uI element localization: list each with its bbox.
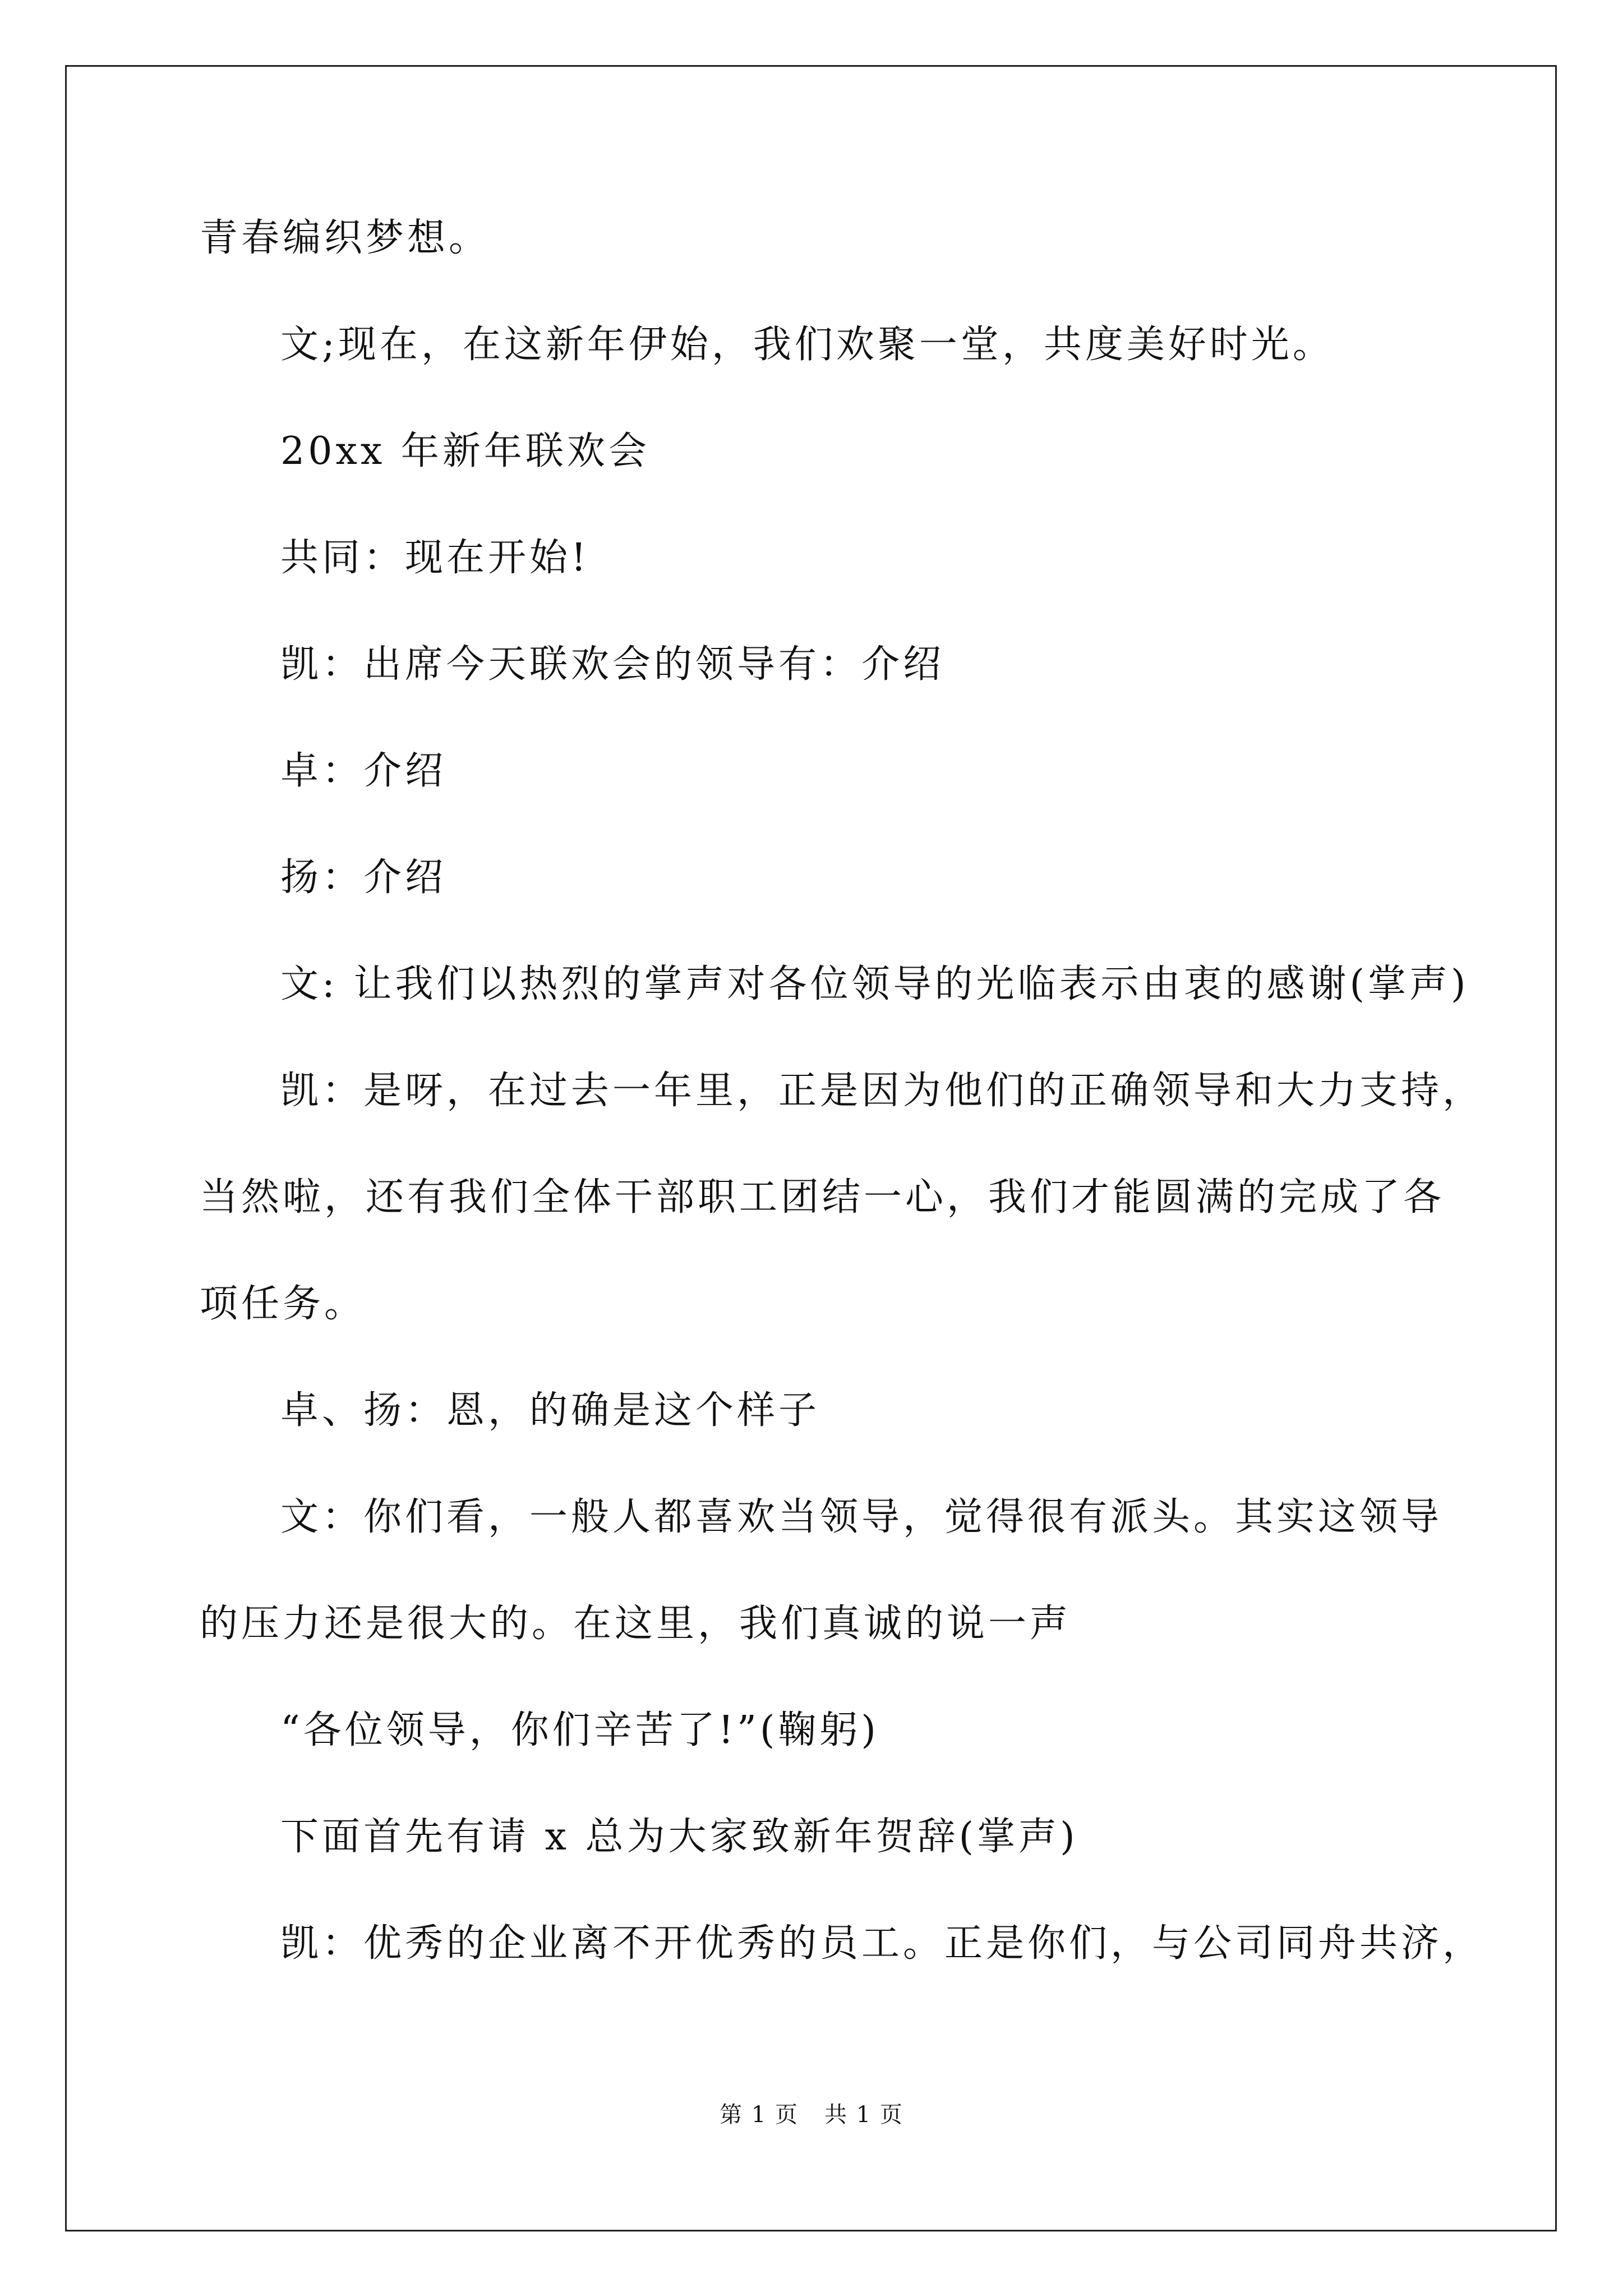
text-line-12: 卓、扬：恩，的确是这个样子 <box>280 1388 820 1433</box>
text-line-9: 凯：是呀，在过去一年里，正是因为他们的正确领导和大力支持， <box>280 1069 1484 1113</box>
text-line-10: 当然啦，还有我们全体干部职工团结一心，我们才能圆满的完成了各 <box>200 1175 1445 1220</box>
text-line-15: “各位领导，你们辛苦了!”(鞠躬) <box>280 1708 879 1752</box>
text-line-1: 青春编织梦想。 <box>200 216 491 260</box>
text-line-6: 卓：介绍 <box>280 749 447 793</box>
text-line-7: 扬：介绍 <box>280 855 447 900</box>
page-footer <box>0 2099 1623 2131</box>
text-line-13: 文：你们看，一般人都喜欢当领导，觉得很有派头。其实这领导 <box>280 1495 1443 1539</box>
text-line-8: 文: 让我们以热烈的掌声对各位领导的光临表示由衷的感谢(掌声) <box>280 962 1469 1006</box>
text-line-4: 共同：现在开始! <box>280 536 590 580</box>
text-line-16: 下面首先有请 x 总为大家致新年贺辞(掌声) <box>280 1815 1078 1859</box>
text-line-17: 凯：优秀的企业离不开优秀的员工。正是你们，与公司同舟共济， <box>280 1921 1484 1966</box>
text-line-11: 项任务。 <box>200 1282 366 1326</box>
page-number-total: 共 1 页 <box>824 2102 903 2128</box>
page-border <box>65 65 1557 2231</box>
text-line-2: 文;现在，在这新年伊始，我们欢聚一堂，共度美好时光。 <box>280 323 1334 367</box>
text-line-5: 凯：出席今天联欢会的领导有：介绍 <box>280 642 945 687</box>
page-number-current: 第 1 页 <box>720 2102 799 2128</box>
text-line-3: 20xx 年新年联欢会 <box>280 429 650 473</box>
text-line-14: 的压力还是很大的。在这里，我们真诚的说一声 <box>200 1602 1072 1646</box>
